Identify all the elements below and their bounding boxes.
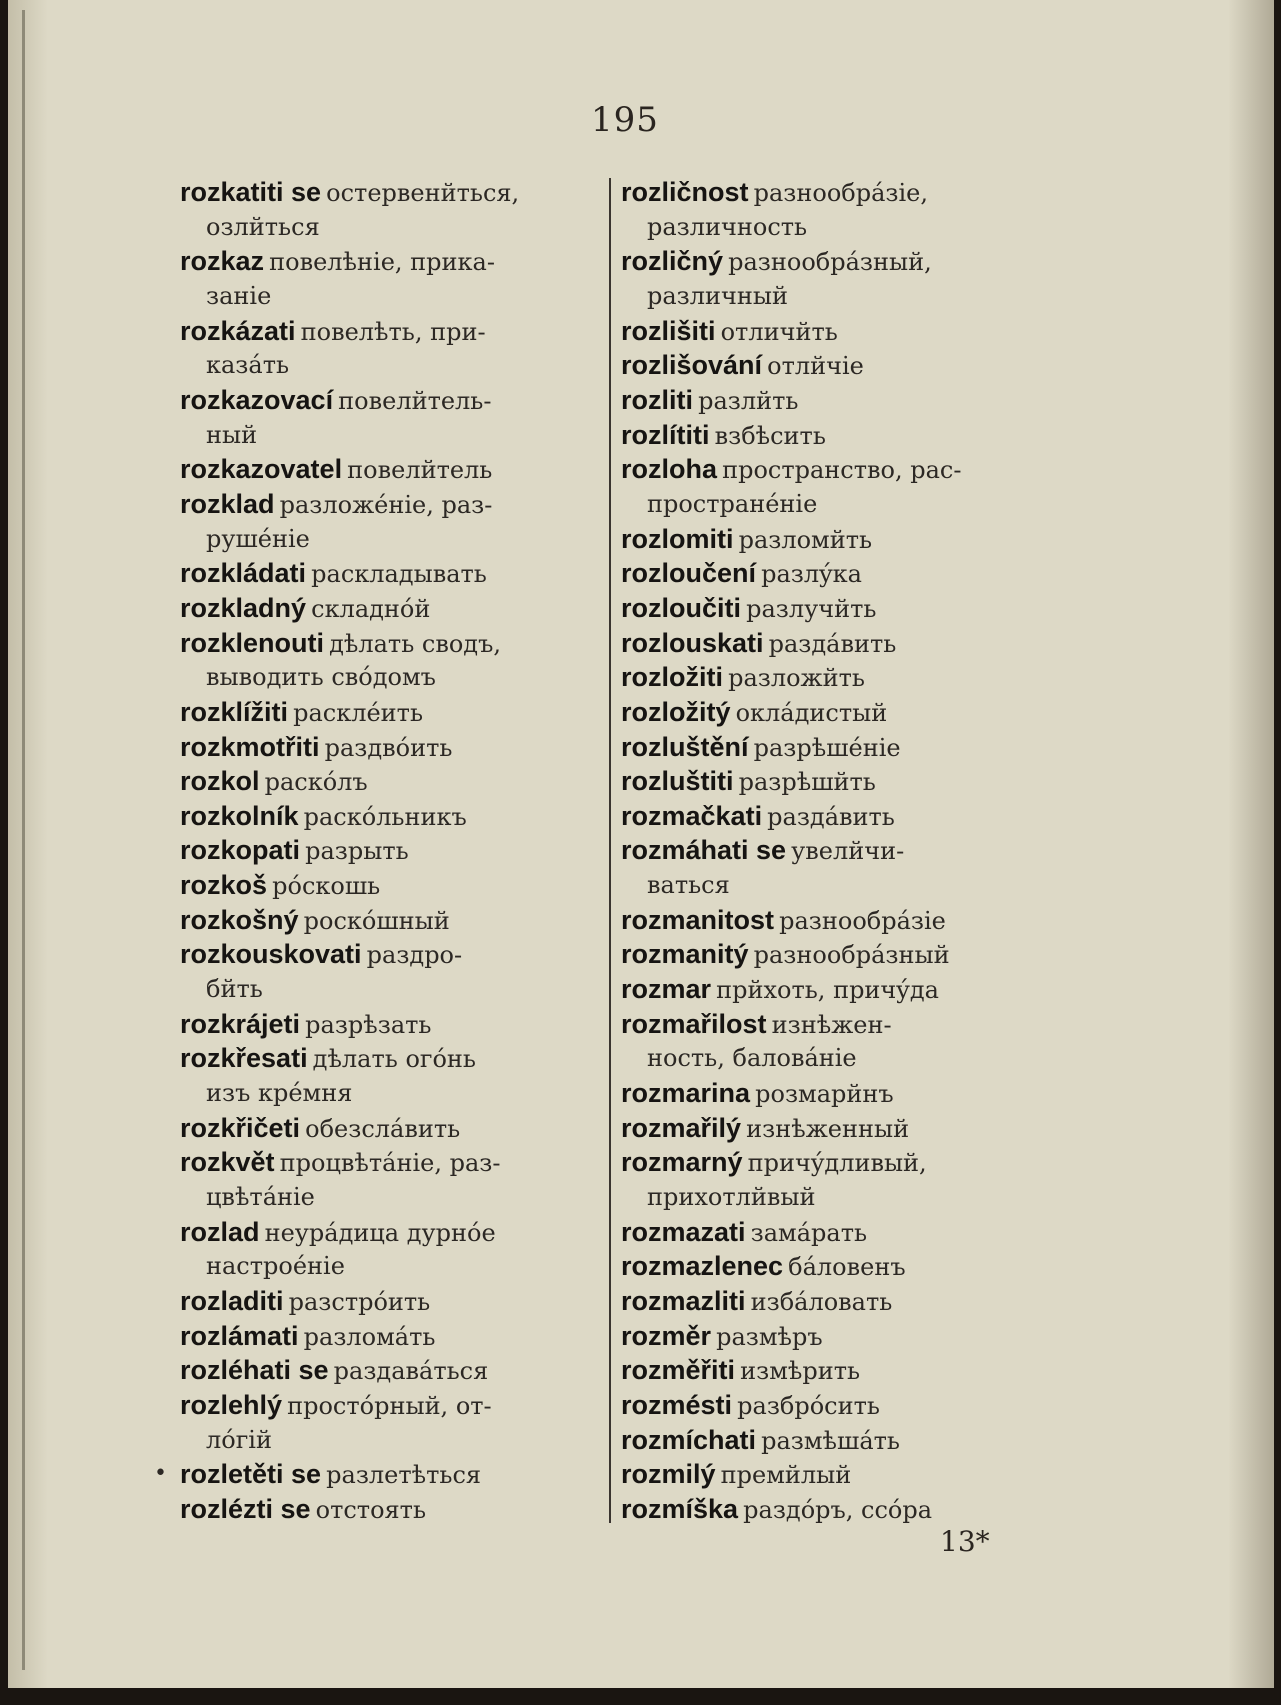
- headword: rozmanitost: [621, 904, 775, 935]
- dictionary-entry: [621, 452, 1053, 487]
- headword: rozmarina: [621, 1078, 751, 1109]
- dictionary-entry: [180, 868, 610, 903]
- headword: rozmazliti: [621, 1286, 746, 1316]
- dictionary-entry: [180, 487, 610, 522]
- translation: пространство, рас-: [722, 456, 962, 485]
- translation: настроéніе: [206, 1252, 345, 1281]
- translation: причýдливый,: [747, 1149, 927, 1178]
- headword: rozlézti se: [180, 1493, 311, 1524]
- headword: rozlouskati: [621, 627, 764, 658]
- headword: rozložitý: [621, 696, 731, 727]
- translation: взбѣсить: [714, 421, 826, 450]
- translation: бйть: [206, 975, 263, 1004]
- translation: раскладывать: [311, 560, 487, 589]
- translation: разнообрáзіе: [779, 906, 946, 935]
- page-number: 195: [591, 100, 659, 140]
- headword: rozměr: [621, 1320, 712, 1351]
- dictionary-entry: [621, 1388, 1053, 1423]
- headword: rozlámati: [180, 1320, 299, 1351]
- translation: простóрный, от-: [287, 1391, 492, 1420]
- dictionary-entry: [621, 1319, 1053, 1354]
- entry-continuation: [180, 279, 610, 314]
- dictionary-entry: [621, 556, 1053, 591]
- headword: rozložiti: [621, 662, 723, 693]
- dictionary-entry: [180, 383, 610, 418]
- translation: расклéить: [293, 698, 424, 727]
- translation: размѣръ: [716, 1322, 823, 1351]
- dictionary-entry: [180, 937, 610, 972]
- headword: rozlad: [180, 1216, 260, 1247]
- dictionary-entry: [180, 1353, 610, 1388]
- entry-continuation: [180, 1180, 610, 1215]
- right-column: [621, 175, 1053, 1527]
- headword: rozmíchati: [621, 1424, 757, 1455]
- dictionary-entry: [180, 591, 610, 626]
- dictionary-entry: [621, 522, 1053, 557]
- translation: разнообрáзный: [753, 941, 950, 970]
- translation: отлйчіе: [767, 352, 864, 381]
- translation: изнѣженный: [746, 1114, 910, 1143]
- dictionary-entry: [621, 1076, 1053, 1111]
- translation: цвѣтáніе: [206, 1183, 315, 1212]
- translation: разломйть: [738, 525, 873, 554]
- dictionary-entry: [180, 833, 610, 868]
- translation: оклáдистый: [735, 698, 888, 727]
- entry-continuation: [621, 279, 1053, 314]
- headword: rozličný: [621, 246, 724, 277]
- entry-continuation: [621, 868, 1053, 903]
- translation: остервенйться,: [326, 179, 520, 207]
- dictionary-entry: [180, 626, 610, 661]
- headword: rozmazati: [621, 1216, 746, 1247]
- translation: бáловенъ: [788, 1253, 906, 1282]
- translation: складнóй: [311, 594, 431, 623]
- dictionary-entry: [621, 348, 1053, 383]
- dictionary-entry: [621, 1353, 1053, 1388]
- dictionary-entry: [180, 799, 610, 834]
- entry-continuation: [180, 348, 610, 383]
- dictionary-entry: [180, 764, 610, 799]
- entry-continuation: [180, 522, 610, 557]
- dictionary-entry: [621, 1492, 1053, 1527]
- translation: раздáвить: [768, 629, 897, 658]
- translation: разлйть: [698, 386, 799, 415]
- translation: рóскошь: [272, 872, 381, 901]
- headword: rozkošný: [180, 904, 299, 935]
- translation: разлетѣться: [326, 1461, 482, 1490]
- headword: rozlehlý: [180, 1389, 283, 1420]
- dictionary-entry: [180, 452, 610, 487]
- headword: rozmanitý: [621, 939, 749, 970]
- translation: различный: [647, 281, 788, 310]
- headword: rozmarný: [621, 1147, 743, 1178]
- translation: увелйчи-: [791, 837, 905, 866]
- translation: прихотлйвый: [647, 1183, 816, 1212]
- headword: rozluštění: [621, 731, 749, 762]
- dictionary-entry: [621, 730, 1053, 765]
- translation: замáрать: [750, 1218, 868, 1247]
- headword: rozkolník: [180, 800, 299, 831]
- entry-continuation: [180, 210, 610, 245]
- translation: разнообрáзіе,: [753, 179, 928, 207]
- headword: rozkládati: [180, 558, 307, 589]
- headword: rozmar: [621, 974, 712, 1005]
- dictionary-entry: [180, 1492, 610, 1527]
- translation: раздвóить: [324, 733, 453, 762]
- translation: прйхоть, причýда: [716, 976, 939, 1005]
- translation: отстоять: [315, 1495, 427, 1524]
- translation: премйлый: [720, 1461, 852, 1490]
- headword: rozluštiti: [621, 766, 734, 797]
- headword: rozkřesati: [180, 1043, 308, 1074]
- dictionary-entry: [621, 764, 1053, 799]
- headword: rozloučiti: [621, 592, 741, 623]
- page-gutter: [22, 10, 25, 1670]
- entry-continuation: [180, 660, 610, 695]
- translation: ность, баловáніе: [647, 1044, 857, 1073]
- translation: разбрóсить: [737, 1391, 880, 1420]
- translation: разстрóить: [288, 1288, 431, 1316]
- translation: разнообрáзный,: [728, 248, 932, 277]
- dictionary-entry: [180, 695, 610, 730]
- headword: rozličnost: [621, 177, 749, 207]
- translation: повелѣніе, прика-: [269, 248, 495, 277]
- entry-continuation: [180, 1423, 610, 1458]
- headword: rozmilý: [621, 1459, 716, 1490]
- column-divider: [609, 178, 611, 1523]
- dictionary-entry: [180, 314, 610, 349]
- dictionary-entry: [621, 660, 1053, 695]
- dictionary-entry: [621, 1249, 1053, 1284]
- translation: выводить свóдомъ: [206, 663, 436, 692]
- dictionary-entry: [621, 418, 1053, 453]
- headword: rozkladný: [180, 592, 307, 623]
- translation: розмарйнъ: [755, 1080, 894, 1109]
- dictionary-entry: [621, 972, 1053, 1007]
- translation: ный: [206, 420, 258, 449]
- translation: разрѣшéніе: [753, 733, 901, 762]
- translation: повелѣть, при-: [300, 317, 486, 346]
- dictionary-entry: [180, 1145, 610, 1180]
- dictionary-entry: [621, 903, 1053, 938]
- translation: различность: [647, 212, 808, 241]
- translation: разрѣзать: [305, 1010, 432, 1039]
- translation: разрыть: [305, 837, 409, 866]
- headword: rozletěti se: [180, 1459, 322, 1490]
- dictionary-entry: [621, 1111, 1053, 1146]
- translation: измѣрить: [740, 1357, 861, 1386]
- dictionary-entry: [180, 175, 610, 210]
- dictionary-entry: [621, 314, 1053, 349]
- dictionary-entry: [180, 1215, 610, 1250]
- dictionary-entry: [621, 175, 1053, 210]
- dictionary-entry: [621, 1145, 1053, 1180]
- translation: разлýка: [761, 560, 862, 589]
- dictionary-entry: [621, 695, 1053, 730]
- headword: rozmáhati se: [621, 835, 787, 866]
- headword: rozloha: [621, 454, 718, 485]
- headword: rozkouskovati: [180, 939, 362, 970]
- dictionary-entry: [180, 244, 610, 279]
- dictionary-entry: [180, 1388, 610, 1423]
- translation: ваться: [647, 871, 730, 900]
- printer-signature: 13*: [940, 1525, 990, 1558]
- translation: разлучйть: [746, 594, 877, 623]
- headword: rozlišování: [621, 350, 763, 381]
- headword: rozlomiti: [621, 523, 734, 554]
- headword: rozkoš: [180, 870, 268, 901]
- headword: rozkopati: [180, 835, 301, 866]
- entry-continuation: [180, 972, 610, 1007]
- entry-continuation: [621, 1180, 1053, 1215]
- headword: rozlišiti: [621, 315, 716, 346]
- dictionary-entry: [180, 730, 610, 765]
- headword: rozlítiti: [621, 419, 710, 450]
- translation: неурáдица дурнóе: [264, 1218, 496, 1247]
- translation: обезслáвить: [305, 1114, 461, 1143]
- dictionary-entry: [621, 1284, 1053, 1319]
- translation: раздро-: [366, 941, 463, 970]
- margin-mark: •: [154, 1461, 167, 1487]
- translation: дѣлать огóнь: [312, 1045, 476, 1074]
- dictionary-entry: [180, 1319, 610, 1354]
- translation: рушéніе: [206, 524, 310, 553]
- headword: rozmačkati: [621, 800, 763, 831]
- translation: дѣлать сводъ,: [329, 629, 501, 658]
- headword: rozměřiti: [621, 1355, 736, 1386]
- headword: rozléhati se: [180, 1355, 329, 1386]
- translation: изнѣжен-: [771, 1010, 892, 1039]
- translation: раскóлъ: [264, 768, 368, 797]
- dictionary-entry: [180, 1041, 610, 1076]
- translation: раскóльникъ: [303, 802, 467, 831]
- entry-continuation: [180, 1076, 610, 1111]
- headword: rozloučení: [621, 558, 757, 589]
- translation: размѣшáть: [761, 1426, 900, 1455]
- headword: rozkazovatel: [180, 454, 343, 485]
- translation: отличйть: [720, 317, 838, 346]
- headword: rozkřičeti: [180, 1112, 301, 1143]
- translation: повелйтель-: [338, 386, 492, 415]
- translation: заніе: [206, 281, 272, 310]
- headword: rozkázati: [180, 315, 296, 346]
- translation: озлйться: [206, 212, 320, 241]
- dictionary-entry: [180, 1111, 610, 1146]
- translation: повелйтель: [347, 456, 493, 485]
- headword: rozkvět: [180, 1147, 275, 1178]
- entry-continuation: [621, 487, 1053, 522]
- dictionary-entry: [180, 1007, 610, 1042]
- translation: роскóшный: [303, 906, 450, 935]
- dictionary-entry: [180, 556, 610, 591]
- translation: изъ крéмня: [206, 1079, 353, 1108]
- dictionary-entry: [621, 937, 1053, 972]
- translation: пространéніе: [647, 489, 818, 518]
- entry-continuation: [621, 1041, 1053, 1076]
- entry-continuation: [180, 1249, 610, 1284]
- dictionary-entry: [621, 1215, 1053, 1250]
- dictionary-entry: [621, 833, 1053, 868]
- headword: rozliti: [621, 384, 693, 415]
- headword: rozklížiti: [180, 696, 289, 727]
- translation: казáть: [206, 351, 290, 380]
- translation: разломáть: [303, 1322, 436, 1351]
- headword: rozkrájeti: [180, 1008, 301, 1039]
- dictionary-entry: [621, 244, 1053, 279]
- entry-continuation: [621, 210, 1053, 245]
- dictionary-entry: [621, 1457, 1053, 1492]
- headword: rozmésti: [621, 1389, 733, 1420]
- entry-continuation: [180, 418, 610, 453]
- translation: разрѣшйть: [738, 768, 876, 797]
- dictionary-entry: [621, 1007, 1053, 1042]
- translation: процвѣтáніе, раз-: [279, 1149, 501, 1178]
- dictionary-entry: [154, 1457, 610, 1492]
- headword: rozmařilý: [621, 1112, 742, 1143]
- dictionary-entry: [621, 383, 1053, 418]
- translation: разложйть: [728, 664, 865, 693]
- dictionary-entry: [621, 1423, 1053, 1458]
- left-column: [154, 175, 610, 1527]
- headword: rozladiti: [180, 1286, 284, 1316]
- headword: rozkol: [180, 766, 260, 797]
- translation: избáловать: [750, 1288, 893, 1316]
- dictionary-entry: [621, 626, 1053, 661]
- headword: rozkazovací: [180, 384, 334, 415]
- dictionary-entry: [621, 799, 1053, 834]
- translation: разложéніе, раз-: [279, 490, 493, 519]
- dictionary-entry: [180, 1284, 610, 1319]
- headword: rozmíška: [621, 1493, 739, 1524]
- headword: rozkatiti se: [180, 177, 322, 207]
- headword: rozmařilost: [621, 1008, 767, 1039]
- dictionary-entry: [621, 591, 1053, 626]
- headword: rozkaz: [180, 246, 265, 277]
- headword: rozmazlenec: [621, 1251, 784, 1282]
- headword: rozkmotřiti: [180, 731, 320, 762]
- translation: раздóръ, ссóра: [743, 1495, 933, 1524]
- headword: rozklad: [180, 488, 275, 519]
- dictionary-entry: [180, 903, 610, 938]
- translation: раздавáться: [333, 1357, 489, 1386]
- translation: лóгій: [206, 1425, 272, 1454]
- translation: раздáвить: [767, 802, 895, 831]
- headword: rozklenouti: [180, 627, 325, 658]
